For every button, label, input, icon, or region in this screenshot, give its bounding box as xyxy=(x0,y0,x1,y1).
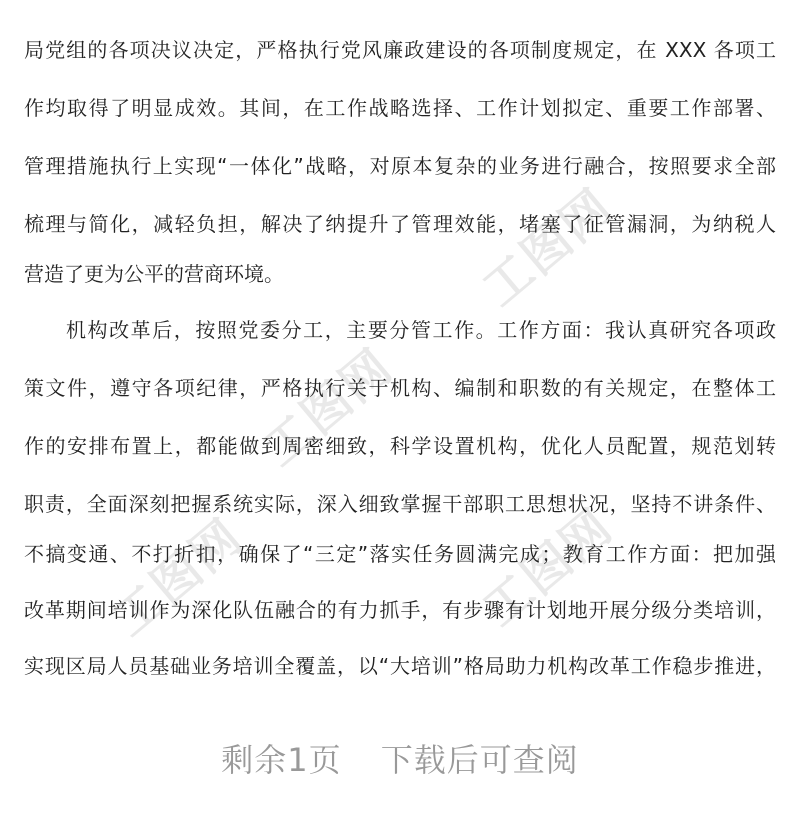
text-line: 梳理与简化，减轻负担，解决了纳提升了管理效能，堵塞了征管漏洞，为纳税人 xyxy=(24,212,776,236)
remaining-pages-label: 剩余1页 xyxy=(221,741,342,779)
watermark-logo: 工图网 xyxy=(252,338,404,478)
text-line: 不搞变通、不打折扣，确保了“三定”落实任务圆满完成；教育工作方面：把加强 xyxy=(24,542,776,566)
watermark-logo: 工图网 xyxy=(472,498,624,638)
text-line: 职责，全面深刻把握系统实际，深入细致掌握干部职工思想状况，坚持不讲条件、 xyxy=(24,492,776,516)
text-line: 策文件，遵守各项纪律，严格执行关于机构、编制和职数的有关规定，在整体工 xyxy=(24,376,776,400)
download-prompt[interactable] xyxy=(0,732,800,788)
text-line: 作的安排布置上，都能做到周密细致，科学设置机构，优化人员配置，规范划转 xyxy=(24,434,776,458)
text-line: 作均取得了明显成效。其间，在工作战略选择、工作计划拟定、重要工作部署、 xyxy=(24,96,776,120)
text-line: 营造了更为公平的营商环境。 xyxy=(24,262,284,286)
paragraph-first-line: 机构改革后，按照党委分工，主要分管工作。工作方面：我认真研究各项政 xyxy=(66,318,776,342)
text-line: 改革期间培训作为深化队伍融合的有力抓手，有步骤有计划地开展分级分类培训， xyxy=(24,598,776,622)
text-line: 局党组的各项决议决定，严格执行党风廉政建设的各项制度规定，在 XXX 各项工 xyxy=(24,38,776,62)
text-line: 管理措施执行上实现“一体化”战略，对原本复杂的业务进行融合，按照要求全部 xyxy=(24,154,776,178)
watermark-logo: 工图网 xyxy=(102,508,254,648)
watermark-logo: 工图网 xyxy=(472,178,624,318)
clipped-top-line xyxy=(24,0,776,14)
download-hint-label[interactable]: 下载后可查阅 xyxy=(380,741,579,779)
text-line: 实现区局人员基础业务培训全覆盖，以“大培训”格局助力机构改革工作稳步推进， xyxy=(24,654,776,678)
